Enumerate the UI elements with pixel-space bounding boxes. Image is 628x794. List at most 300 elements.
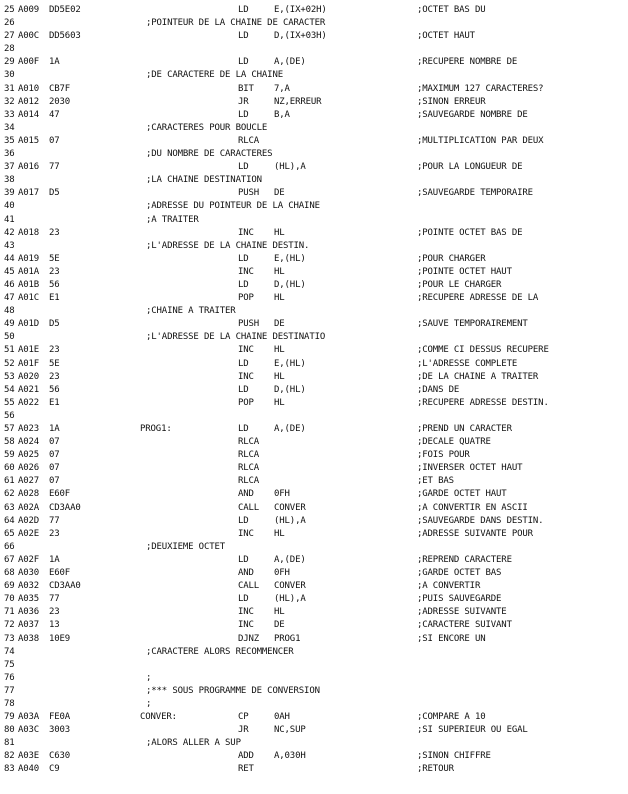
operand: NC,SUP: [274, 725, 306, 736]
operand: HL: [274, 227, 285, 238]
mnemonic: LD: [238, 515, 249, 526]
line-number: 32: [4, 96, 15, 107]
address: A015: [18, 135, 40, 146]
listing-line: [0, 410, 628, 423]
listing-line: [0, 4, 628, 17]
mnemonic: LD: [238, 358, 249, 369]
machine-code: DD5603: [49, 31, 81, 42]
operand: CONVER: [274, 502, 306, 513]
comment-line: ;CARACTERES POUR BOUCLE: [146, 122, 268, 133]
mnemonic: CP: [238, 712, 249, 723]
address: A021: [18, 384, 40, 395]
operand: HL: [274, 371, 285, 382]
comment: ;FOIS POUR: [417, 450, 470, 461]
machine-code: E60F: [49, 568, 71, 579]
mnemonic: LD: [238, 5, 249, 15]
listing-line: [0, 711, 628, 724]
comment: ;POUR LE CHARGER: [417, 279, 502, 290]
operand: DE: [274, 620, 285, 631]
operand: HL: [274, 397, 285, 408]
address: A009: [18, 5, 40, 15]
operand: HL: [274, 345, 285, 356]
operand: DE: [274, 319, 285, 330]
operand: A,(DE): [274, 57, 306, 68]
machine-code: 5E: [49, 358, 60, 369]
listing-line: [0, 672, 628, 685]
machine-code: CB7F: [49, 83, 71, 94]
mnemonic: PUSH: [238, 188, 260, 199]
operand: 0FH: [274, 489, 290, 500]
comment: ;ADRESSE SUIVANTE POUR: [417, 528, 533, 539]
comment: ;ADRESSE SUIVANTE: [417, 607, 507, 618]
address: A03E: [18, 751, 40, 762]
line-number: 46: [4, 279, 15, 290]
comment-line: ;ADRESSE DU POINTEUR DE LA CHAINE: [146, 201, 320, 212]
address: A02E: [18, 528, 40, 539]
listing-line: [0, 17, 628, 30]
line-number: 79: [4, 712, 15, 723]
listing-line: [0, 174, 628, 187]
address: A01A: [18, 266, 40, 277]
comment: ;RECUPERE ADRESSE DE LA: [417, 293, 539, 304]
comment-line: ;: [146, 672, 152, 683]
listing-line: [0, 659, 628, 672]
line-number: 31: [4, 83, 15, 94]
machine-code: D5: [49, 188, 60, 199]
address: A037: [18, 620, 40, 631]
mnemonic: LD: [238, 31, 249, 42]
listing-line: [0, 305, 628, 318]
mnemonic: BIT: [238, 83, 254, 94]
comment-line: ;CHAINE A TRAITER: [146, 306, 236, 317]
listing-line: [0, 646, 628, 659]
operand: D,(HL): [274, 279, 306, 290]
machine-code: 1A: [49, 424, 60, 434]
operand: A,(DE): [274, 424, 306, 434]
line-number: 63: [4, 502, 15, 513]
mnemonic: LD: [238, 162, 249, 173]
comment-line: ;DE CARACTERE DE LA CHAINE: [146, 70, 283, 81]
listing-line: [0, 318, 628, 331]
comment: ;A CONVERTIR: [417, 581, 481, 592]
listing-line: [0, 462, 628, 475]
address: A019: [18, 253, 40, 264]
operand: PROG1: [274, 633, 301, 644]
listing-line: [0, 541, 628, 554]
comment: ;ET BAS: [417, 476, 454, 487]
address: A01C: [18, 293, 40, 304]
address: A01E: [18, 345, 40, 356]
line-number: 29: [4, 57, 15, 68]
address: A03A: [18, 712, 40, 723]
mnemonic: RET: [238, 764, 254, 775]
address: A038: [18, 633, 40, 644]
address: A027: [18, 476, 40, 487]
comment: ;SI SUPERIEUR OU EGAL: [417, 725, 528, 736]
address: A032: [18, 581, 40, 592]
comment: ;SINON ERREUR: [417, 96, 486, 107]
machine-code: 77: [49, 594, 60, 605]
mnemonic: LD: [238, 384, 249, 395]
address: A00F: [18, 57, 40, 68]
listing-line: [0, 30, 628, 43]
mnemonic: RLCA: [238, 463, 260, 474]
listing-line: [0, 685, 628, 698]
line-number: 47: [4, 293, 15, 304]
operand: NZ,ERREUR: [274, 96, 322, 107]
address: A028: [18, 489, 40, 500]
mnemonic: AND: [238, 568, 254, 579]
machine-code: 23: [49, 227, 60, 238]
operand: E,(HL): [274, 358, 306, 369]
mnemonic: CALL: [238, 581, 260, 592]
operand: (HL),A: [274, 162, 306, 173]
listing-line: [0, 214, 628, 227]
machine-code: 23: [49, 345, 60, 356]
machine-code: 77: [49, 515, 60, 526]
mnemonic: RLCA: [238, 476, 260, 487]
comment: ;POUR CHARGER: [417, 253, 486, 264]
listing-line: [0, 567, 628, 580]
operand: (HL),A: [274, 594, 306, 605]
machine-code: CD3AA0: [49, 581, 81, 592]
comment: ;COMPARE A 10: [417, 712, 486, 723]
comment: ;DANS DE: [417, 384, 460, 395]
line-number: 77: [4, 685, 15, 696]
machine-code: 23: [49, 528, 60, 539]
machine-code: C9: [49, 764, 60, 775]
line-number: 25: [4, 5, 15, 15]
line-number: 64: [4, 515, 15, 526]
machine-code: 2030: [49, 96, 71, 107]
line-number: 69: [4, 581, 15, 592]
line-number: 55: [4, 397, 15, 408]
comment: ;RECUPERE NOMBRE DE: [417, 57, 518, 68]
line-number: 72: [4, 620, 15, 631]
machine-code: E1: [49, 293, 60, 304]
line-number: 83: [4, 764, 15, 775]
listing-line: [0, 528, 628, 541]
comment: ;GARDE OCTET BAS: [417, 568, 502, 579]
machine-code: 56: [49, 384, 60, 395]
line-number: 35: [4, 135, 15, 146]
machine-code: 3003: [49, 725, 71, 736]
listing-line: [0, 187, 628, 200]
operand: D,(HL): [274, 384, 306, 395]
mnemonic: RLCA: [238, 437, 260, 448]
address: A017: [18, 188, 40, 199]
machine-code: 5E: [49, 253, 60, 264]
machine-code: 07: [49, 476, 60, 487]
comment: ;MULTIPLICATION PAR DEUX: [417, 135, 544, 146]
operand: CONVER: [274, 581, 306, 592]
listing-line: [0, 161, 628, 174]
machine-code: 56: [49, 279, 60, 290]
address: A02F: [18, 554, 40, 565]
address: A023: [18, 424, 40, 434]
listing-line: [0, 619, 628, 632]
comment: ;OCTET HAUT: [417, 31, 475, 42]
comment-line: ;A TRAITER: [146, 214, 199, 225]
comment: ;MAXIMUM 127 CARACTERES?: [417, 83, 544, 94]
mnemonic: PUSH: [238, 319, 260, 330]
address: A026: [18, 463, 40, 474]
machine-code: 47: [49, 109, 60, 120]
operand: B,A: [274, 109, 290, 120]
line-number: 52: [4, 358, 15, 369]
operand: HL: [274, 607, 285, 618]
address: A02D: [18, 515, 40, 526]
mnemonic: AND: [238, 489, 254, 500]
line-number: 43: [4, 240, 15, 251]
listing-line: [0, 449, 628, 462]
listing-line: [0, 750, 628, 763]
line-number: 82: [4, 751, 15, 762]
machine-code: 23: [49, 371, 60, 382]
address: A014: [18, 109, 40, 120]
listing-line: [0, 475, 628, 488]
mnemonic: POP: [238, 293, 254, 304]
machine-code: 13: [49, 620, 60, 631]
listing-line: [0, 436, 628, 449]
line-number: 36: [4, 149, 15, 160]
mnemonic: INC: [238, 371, 254, 382]
comment-line: ;DU NOMBRE DE CARACTERES: [146, 149, 273, 160]
address: A035: [18, 594, 40, 605]
listing-line: [0, 200, 628, 213]
operand: 0AH: [274, 712, 290, 723]
listing-line: [0, 43, 628, 56]
comment: ;L'ADRESSE COMPLETE: [417, 358, 518, 369]
listing-line: [0, 331, 628, 344]
comment: ;PUIS SAUVEGARDE: [417, 594, 502, 605]
listing-line: [0, 344, 628, 357]
comment-line: ;*** SOUS PROGRAMME DE CONVERSION: [146, 685, 320, 696]
machine-code: C630: [49, 751, 71, 762]
mnemonic: INC: [238, 528, 254, 539]
address: A020: [18, 371, 40, 382]
listing-line: [0, 135, 628, 148]
machine-code: 1A: [49, 57, 60, 68]
listing-line: [0, 279, 628, 292]
listing-line: [0, 554, 628, 567]
comment: ;POINTE OCTET HAUT: [417, 266, 512, 277]
comment: ;SI ENCORE UN: [417, 633, 486, 644]
address: A02A: [18, 502, 40, 513]
comment: ;POINTE OCTET BAS DE: [417, 227, 523, 238]
comment: ;GARDE OCTET HAUT: [417, 489, 507, 500]
mnemonic: LD: [238, 57, 249, 68]
line-number: 61: [4, 476, 15, 487]
listing-line: [0, 724, 628, 737]
mnemonic: LD: [238, 424, 249, 434]
machine-code: FE0A: [49, 712, 71, 723]
operand: HL: [274, 528, 285, 539]
comment-line: ;L'ADRESSE DE LA CHAINE DESTINATIO: [146, 332, 326, 343]
operand: HL: [274, 266, 285, 277]
comment: ;RECUPERE ADRESSE DESTIN.: [417, 397, 549, 408]
machine-code: DD5E02: [49, 5, 81, 15]
listing-line: [0, 384, 628, 397]
machine-code: D5: [49, 319, 60, 330]
comment: ;RETOUR: [417, 764, 454, 775]
listing-line: [0, 371, 628, 384]
machine-code: 1A: [49, 554, 60, 565]
operand: E,(HL): [274, 253, 306, 264]
line-number: 51: [4, 345, 15, 356]
mnemonic: CALL: [238, 502, 260, 513]
label: PROG1:: [140, 424, 172, 434]
listing-line: [0, 253, 628, 266]
mnemonic: RLCA: [238, 135, 260, 146]
address: A01F: [18, 358, 40, 369]
line-number: 75: [4, 659, 15, 670]
comment-line: ;ALORS ALLER A SUP: [146, 738, 241, 749]
assembly-listing: [0, 4, 628, 777]
listing-line: [0, 593, 628, 606]
line-number: 74: [4, 646, 15, 657]
line-number: 45: [4, 266, 15, 277]
listing-line: [0, 266, 628, 279]
operand: DE: [274, 188, 285, 199]
operand: HL: [274, 293, 285, 304]
mnemonic: RLCA: [238, 450, 260, 461]
listing-line: [0, 633, 628, 646]
address: A016: [18, 162, 40, 173]
listing-line: [0, 83, 628, 96]
operand: E,(IX+02H): [274, 5, 327, 15]
operand: 0FH: [274, 568, 290, 579]
comment: ;DE LA CHAINE A TRAITER: [417, 371, 539, 382]
machine-code: 23: [49, 266, 60, 277]
address: A00C: [18, 31, 40, 42]
line-number: 65: [4, 528, 15, 539]
line-number: 57: [4, 424, 15, 434]
line-number: 40: [4, 201, 15, 212]
comment: ;SINON CHIFFRE: [417, 751, 491, 762]
address: A036: [18, 607, 40, 618]
comment: ;CARACTERE SUIVANT: [417, 620, 512, 631]
operand: A,030H: [274, 751, 306, 762]
listing-line: [0, 737, 628, 750]
comment: ;SAUVEGARDE DANS DESTIN.: [417, 515, 544, 526]
listing-line: [0, 580, 628, 593]
address: A018: [18, 227, 40, 238]
line-number: 62: [4, 489, 15, 500]
listing-line: [0, 698, 628, 711]
machine-code: 77: [49, 162, 60, 173]
mnemonic: LD: [238, 594, 249, 605]
line-number: 26: [4, 18, 15, 29]
line-number: 59: [4, 450, 15, 461]
mnemonic: INC: [238, 620, 254, 631]
mnemonic: LD: [238, 109, 249, 120]
listing-line: [0, 763, 628, 776]
mnemonic: ADD: [238, 751, 254, 762]
address: A024: [18, 437, 40, 448]
operand: A,(DE): [274, 554, 306, 565]
comment: ;OCTET BAS DU: [417, 5, 486, 15]
listing-line: [0, 358, 628, 371]
address: A012: [18, 96, 40, 107]
line-number: 34: [4, 122, 15, 133]
comment: ;POUR LA LONGUEUR DE: [417, 162, 523, 173]
operand: 7,A: [274, 83, 290, 94]
comment-line: ;CARACTERE ALORS RECOMMENCER: [146, 646, 294, 657]
mnemonic: LD: [238, 279, 249, 290]
mnemonic: LD: [238, 554, 249, 565]
mnemonic: JR: [238, 725, 249, 736]
address: A03C: [18, 725, 40, 736]
line-number: 54: [4, 384, 15, 395]
listing-line: [0, 227, 628, 240]
comment-line: ;LA CHAINE DESTINATION: [146, 175, 262, 186]
line-number: 39: [4, 188, 15, 199]
listing-line: [0, 502, 628, 515]
line-number: 44: [4, 253, 15, 264]
line-number: 28: [4, 44, 15, 55]
comment: ;INVERSER OCTET HAUT: [417, 463, 523, 474]
mnemonic: LD: [238, 253, 249, 264]
line-number: 71: [4, 607, 15, 618]
address: A01D: [18, 319, 40, 330]
line-number: 81: [4, 738, 15, 749]
listing-line: [0, 488, 628, 501]
line-number: 56: [4, 410, 15, 421]
comment: ;A CONVERTIR EN ASCII: [417, 502, 528, 513]
mnemonic: POP: [238, 397, 254, 408]
line-number: 80: [4, 725, 15, 736]
line-number: 68: [4, 568, 15, 579]
mnemonic: JR: [238, 96, 249, 107]
listing-line: [0, 397, 628, 410]
machine-code: CD3AA0: [49, 502, 81, 513]
listing-line: [0, 122, 628, 135]
machine-code: 23: [49, 607, 60, 618]
comment-line: ;L'ADRESSE DE LA CHAINE DESTIN.: [146, 240, 310, 251]
machine-code: 07: [49, 450, 60, 461]
line-number: 42: [4, 227, 15, 238]
address: A040: [18, 764, 40, 775]
machine-code: 07: [49, 437, 60, 448]
mnemonic: INC: [238, 607, 254, 618]
comment: ;DECALE QUATRE: [417, 437, 491, 448]
line-number: 67: [4, 554, 15, 565]
operand: (HL),A: [274, 515, 306, 526]
line-number: 70: [4, 594, 15, 605]
listing-line: [0, 96, 628, 109]
mnemonic: DJNZ: [238, 633, 260, 644]
line-number: 50: [4, 332, 15, 343]
listing-line: [0, 148, 628, 161]
comment-line: ;: [146, 698, 152, 709]
line-number: 27: [4, 31, 15, 42]
line-number: 41: [4, 214, 15, 225]
machine-code: E1: [49, 397, 60, 408]
line-number: 53: [4, 371, 15, 382]
mnemonic: INC: [238, 345, 254, 356]
comment: ;REPREND CARACTERE: [417, 554, 512, 565]
machine-code: E60F: [49, 489, 71, 500]
line-number: 76: [4, 672, 15, 683]
comment: ;COMME CI DESSUS RECUPERE: [417, 345, 549, 356]
line-number: 30: [4, 70, 15, 81]
line-number: 58: [4, 437, 15, 448]
comment: ;SAUVEGARDE TEMPORAIRE: [417, 188, 533, 199]
label: CONVER:: [140, 712, 177, 723]
line-number: 48: [4, 306, 15, 317]
machine-code: 10E9: [49, 633, 71, 644]
